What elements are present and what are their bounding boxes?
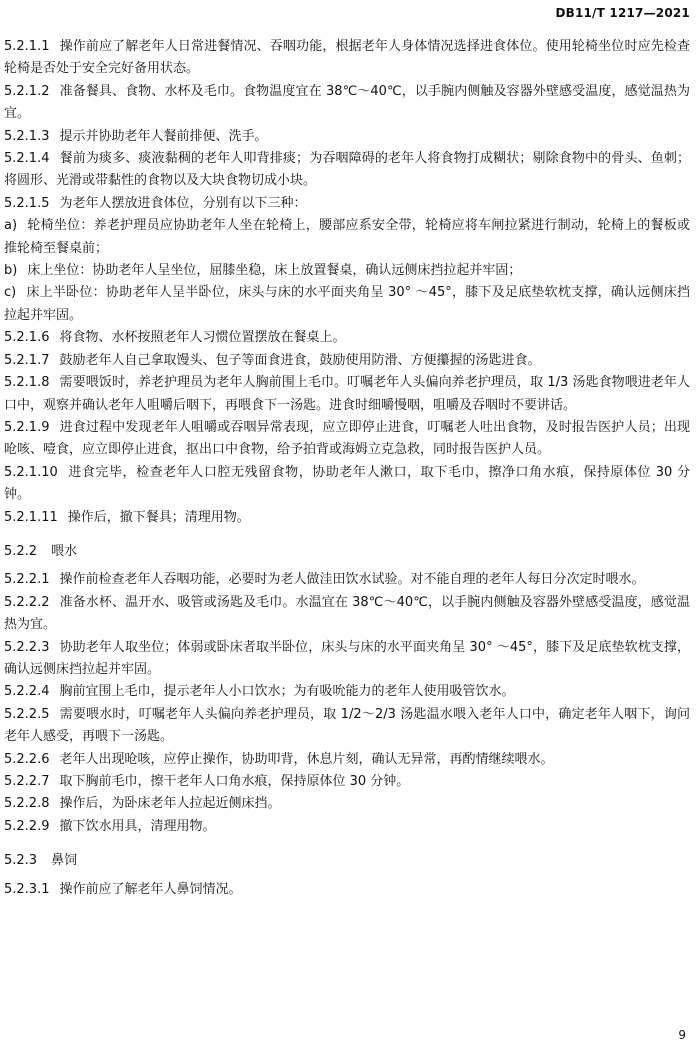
clause-5-2-2-2	[4, 592, 690, 637]
clause-text: 操作后，为卧床老年人拉起近侧床挡。	[59, 796, 281, 812]
clause-number: 5.2.1.6	[4, 330, 50, 346]
clause-number: 5.2.2.4	[4, 684, 50, 700]
clause-number: 5.2.2.6	[4, 751, 50, 767]
clause-number: 5.2.2.3	[4, 639, 50, 655]
clause-number: 5.2.2.1	[4, 572, 50, 588]
clause-text: 鼓励老年人自己拿取馒头、包子等面食进食，鼓励使用防滑、方便攥握的汤匙进食。	[59, 352, 541, 368]
clause-text: 操作前应了解老年人鼻饲情况。	[59, 881, 242, 897]
section-heading-5-2-2	[4, 541, 690, 563]
clause-5-2-2-3	[4, 637, 690, 682]
list-item-b	[4, 260, 690, 282]
clause-5-2-1-4	[4, 148, 690, 193]
section-title: 鼻饲	[51, 853, 78, 869]
clause-number: 5.2.1.8	[4, 375, 50, 391]
page-number: 9	[678, 1028, 686, 1042]
clause-text: 提示并协助老年人餐前排便、洗手。	[59, 128, 268, 144]
clause-text: 将食物、水杯按照老年人习惯位置摆放在餐桌上。	[59, 330, 346, 346]
list-text: 床上坐位：协助老年人呈坐位，屈膝坐稳，床上放置餐桌，确认远侧床挡拉起并牢固；	[27, 263, 522, 279]
clause-5-2-1-8	[4, 372, 690, 417]
clause-5-2-1-7	[4, 350, 690, 372]
clause-number: 5.2.2.7	[4, 774, 50, 789]
clause-5-2-1-10	[4, 462, 690, 507]
clause-text: 取下胸前毛巾，擦干老年人口角水痕，保持原体位 30 分钟。	[59, 774, 410, 789]
clause-text: 进食完毕，检查老年人口腔无残留食物，协助老年人漱口，取下毛巾，擦净口角水痕，保持原体位 30 分钟。	[4, 464, 690, 503]
clause-5-2-2-5	[4, 704, 690, 749]
clause-number: 5.2.1.3	[4, 128, 50, 144]
list-text: 床上半卧位：协助老年人呈半卧位，床头与床的水平面夹角呈 30° ～45°，膝下及足底垫软枕支撑，确认远侧床挡拉起并牢固。	[4, 285, 690, 323]
section-number: 5.2.2	[4, 543, 38, 559]
clause-text: 胸前宜围上毛巾，提示老年人小口饮水；为有吸吮能力的老年人使用吸管饮水。	[59, 684, 515, 700]
clause-5-2-1-11	[4, 507, 690, 529]
clause-number: 5.2.1.1	[4, 39, 50, 54]
clause-number: 5.2.3.1	[4, 881, 50, 897]
clause-text: 需要喂饭时，养老护理员为老年人胸前围上毛巾。叮嘱老年人头偏向养老护理员，取 1/3 汤匙食物喂进老年人口中，观察并确认老年人咀嚼后咽下，再喂食下一汤匙。进食时细嚼慢咽，咀嚼及吞咽时不要讲话。	[4, 375, 690, 413]
clause-5-2-1-6	[4, 327, 690, 349]
section-number: 5.2.3	[4, 853, 38, 869]
clause-5-2-2-6	[4, 749, 690, 771]
list-item-a	[4, 215, 690, 260]
clause-5-2-2-1	[4, 569, 690, 591]
clause-number: 5.2.1.9	[4, 419, 50, 435]
clause-text: 操作前应了解老年人日常进餐情况、吞咽功能，根据老年人身体情况选择进食体位。使用轮椅坐位时应先检查轮椅是否处于安全完好备用状态。	[4, 39, 690, 77]
clause-5-2-3-1	[4, 879, 690, 901]
document-body	[4, 36, 690, 901]
clause-text: 撤下饮水用具，清理用物。	[59, 818, 216, 834]
clause-text: 需要喂水时，叮嘱老年人头偏向养老护理员，取 1/2～2/3 汤匙温水喂入老年人口中，确定老年人咽下，询问老年人感受，再喂下一汤匙。	[4, 706, 690, 745]
clause-text: 准备餐具、食物、水杯及毛巾。食物温度宜在 38℃～40℃，以手腕内侧触及容器外壁感受温度，感觉温热为宜。	[4, 83, 690, 122]
clause-5-2-2-9	[4, 816, 690, 838]
clause-number: 5.2.1.4	[4, 151, 50, 167]
list-marker: b)	[4, 263, 18, 279]
clause-text: 准备水杯、温开水、吸管或汤匙及毛巾。水温宜在 38℃～40℃，以手腕内侧触及容器外壁感受温度，感觉温热为宜。	[4, 594, 690, 633]
clause-number: 5.2.1.2	[4, 83, 50, 99]
clause-number: 5.2.2.8	[4, 796, 50, 812]
clause-number: 5.2.2.5	[4, 706, 50, 722]
clause-text: 为老年人摆放进食体位，分别有以下三种：	[59, 195, 307, 211]
list-marker: a)	[4, 218, 18, 234]
clause-5-2-1-9	[4, 417, 690, 462]
clause-5-2-1-3	[4, 126, 690, 148]
clause-5-2-1-5	[4, 193, 690, 215]
document-code-header: DB11/T 1217—2021	[555, 6, 690, 20]
clause-number: 5.2.1.10	[4, 464, 58, 480]
clause-text: 老年人出现呛咳，应停止操作，协助叩背，休息片刻，确认无异常，再酌情继续喂水。	[59, 751, 554, 767]
clause-number: 5.2.2.9	[4, 818, 50, 834]
clause-5-2-2-7	[4, 771, 690, 793]
section-heading-5-2-3	[4, 850, 690, 872]
clause-5-2-1-1	[4, 36, 690, 81]
list-item-c	[4, 282, 690, 327]
clause-number: 5.2.2.2	[4, 594, 50, 610]
clause-text: 操作前检查老年人吞咽功能，必要时为老人做洼田饮水试验。对不能自理的老年人每日分次定时喂水。	[59, 572, 645, 588]
clause-number: 5.2.1.5	[4, 195, 50, 211]
section-title: 喂水	[51, 543, 78, 559]
list-marker: c)	[4, 285, 17, 301]
clause-text: 协助老年人取坐位；体弱或卧床者取半卧位，床头与床的水平面夹角呈 30° ～45°，膝下及足底垫软枕支撑，确认远侧床挡拉起并牢固。	[4, 639, 690, 677]
clause-5-2-2-4	[4, 681, 690, 703]
list-text: 轮椅坐位：养老护理员应协助老年人坐在轮椅上，腰部应系安全带，轮椅应将车闸拉紧进行制动，轮椅上的餐板或推轮椅至餐桌前；	[4, 218, 690, 256]
clause-5-2-1-2	[4, 81, 690, 126]
clause-text: 餐前为痰多、痰液黏稠的老年人叩背排痰；为吞咽障碍的老年人将食物打成糊状；剔除食物中的骨头、鱼刺；将圆形、光滑或带黏性的食物以及大块食物切成小块。	[4, 151, 690, 189]
clause-number: 5.2.1.11	[4, 509, 58, 525]
clause-number: 5.2.1.7	[4, 352, 50, 368]
clause-5-2-2-8	[4, 793, 690, 815]
clause-text: 操作后，撤下餐具；清理用物。	[67, 509, 250, 525]
clause-text: 进食过程中发现老年人咀嚼或吞咽异常表现，应立即停止进食，叮嘱老人吐出食物，及时报告医护人员；出现呛咳、噎食，应立即停止进食，抠出口中食物，给予拍背或海姆立克急救，同时报告医护人员。	[4, 419, 690, 458]
